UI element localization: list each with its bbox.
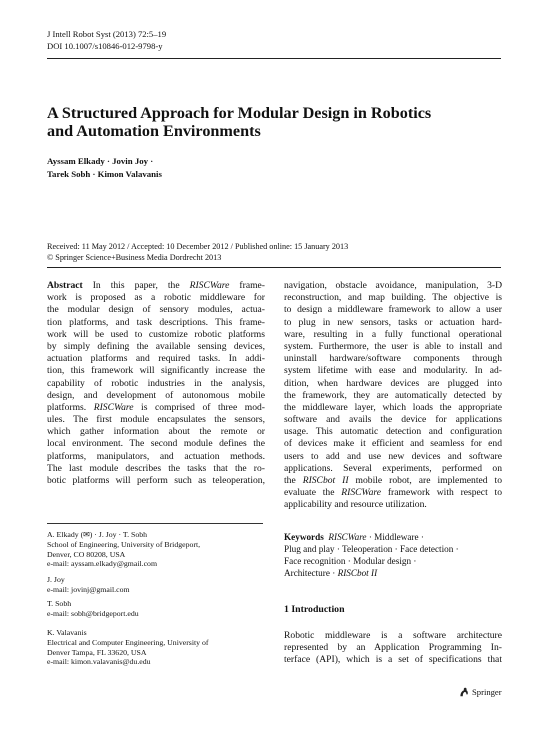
affiliation-block-4 [47, 628, 209, 667]
keyword: RISCWare [328, 532, 367, 542]
abstract-line: ware, resulting in a fully functional operational [284, 328, 502, 340]
software-name: RISCWare [93, 401, 134, 413]
abstract-line: to plug in new sensors, tasks or actuation hard- [284, 316, 502, 328]
keyword: RISCbot II [337, 568, 378, 578]
email-link[interactable]: e-mail: jovinj@gmail.com [47, 584, 130, 594]
abstract-line: botic platforms will perform such as teleoperation, [47, 475, 265, 486]
abstract-right-column [284, 280, 502, 512]
abstract-line: to design a middleware framework to allow a user [284, 304, 502, 316]
title-line: and Automation Environments [47, 122, 261, 140]
copyright-line: © Springer Science+Business Media Dordrecht 2013 [47, 252, 222, 262]
abstract-line: actuation platforms and required tasks. In addi- [47, 353, 265, 365]
abstract-line: The last module describes the tasks that the ro- [47, 462, 265, 474]
author-list [47, 155, 162, 181]
abstract-line: users to add and use new devices and software [284, 450, 502, 462]
introduction-text [284, 630, 502, 667]
abstract-heading: Abstract [47, 280, 83, 291]
abstract-line: design, and development of autonomous mobile [47, 389, 265, 401]
abstract-left-column [47, 280, 265, 487]
keywords-line [284, 567, 502, 579]
abstract-line: system lifetime with ease and modularity. In ad- [284, 365, 502, 377]
email-link[interactable]: e-mail: kimon.valavanis@du.edu [47, 657, 151, 667]
abstract-line: capability of robotic industries in the analysis, [47, 377, 265, 389]
title-line: A Structured Approach for Modular Design in Robotics [47, 104, 432, 122]
abstract-line: platforms, manipulators, and actuation methods. [47, 450, 265, 462]
journal-citation: J Intell Robot Syst (2013) 72:5–19 [47, 29, 167, 39]
affiliation-line: School of Engineering, University of Bridgeport, [47, 539, 201, 549]
abstract-line-text: In this paper, the RISCWare frame- [82, 280, 265, 291]
section-heading-introduction: 1 Introduction [284, 604, 345, 615]
abstract-line: which gather information about the remote or [47, 426, 265, 438]
keyword: Architecture · [284, 568, 338, 578]
header-rule [47, 58, 501, 59]
doi: DOI 10.1007/s10846-012-9798-y [47, 41, 163, 51]
abstract-line: navigation, obstacle avoidance, manipulation, 3-D [284, 280, 502, 291]
abstract-line: tion platforms, and task descriptions. This frame- [47, 316, 265, 328]
affiliation-line: T. Sobh [47, 599, 72, 608]
affiliation-line: Denver, CO 80208, USA [47, 549, 126, 559]
software-name: RISCbot II [302, 475, 349, 486]
abstract-line: ules. The first module encapsulates the sensors, [47, 414, 265, 426]
abstract-line: applications. Several experiments, performed on [284, 462, 502, 474]
abstract-line [47, 280, 265, 292]
paper-title [47, 104, 501, 140]
intro-line: represented by an Application Programming In- [284, 642, 502, 654]
keywords-heading: Keywords [284, 532, 324, 542]
affiliation-block-1 [47, 530, 200, 569]
abstract-line: uninstall hardware/software components through [284, 353, 502, 365]
abstract-line: work will be used to customize robotic platforms [47, 328, 265, 340]
abstract-line: platforms. RISCWare is comprised of three mod- [47, 401, 265, 413]
software-name: RISCWare [341, 487, 382, 499]
keyword: · Middleware · [366, 532, 424, 542]
abstract-line: the modular design of sensory modules, actua- [47, 304, 265, 316]
springer-horse-icon [458, 686, 470, 698]
footnote-rule [47, 523, 263, 524]
affiliation-line: A. Elkady (✉) · J. Joy · T. Sobh [47, 530, 148, 539]
publication-dates [47, 242, 348, 263]
affiliation-line: Electrical and Computer Engineering, University of [47, 637, 209, 647]
publisher-logo [458, 686, 502, 698]
affiliation-block-3 [47, 599, 139, 619]
abstract-line: the framework, they are automatically detected by [284, 389, 502, 401]
author-line: Ayssam Elkady · Jovin Joy · [47, 156, 154, 166]
abstract-line: system. Furthermore, the user is able to install and [284, 340, 502, 352]
author-line: Tarek Sobh · Kimon Valavanis [47, 169, 162, 179]
abstract-line: reconstruction, and map building. The objective is [284, 292, 502, 304]
email-link[interactable]: e-mail: sobh@bridgeport.edu [47, 608, 139, 618]
software-name: RISCWare [189, 280, 230, 291]
affiliation-block-2 [47, 575, 130, 595]
keywords-line [284, 531, 502, 543]
keywords-block [284, 531, 502, 579]
abstract-line: evaluate the RISCWare framework with respect to [284, 487, 502, 499]
dates-rule [47, 267, 501, 268]
dates-line: Received: 11 May 2012 / Accepted: 10 December 2012 / Published online: 15 January 2013 [47, 242, 349, 251]
abstract-line: dition, when hardware devices are plugged into [284, 377, 502, 389]
abstract-line: of devices make it efficient and seamless for end [284, 438, 502, 450]
abstract-line: by simply defining the available sensing devices, [47, 340, 265, 352]
abstract-line: local environment. The second module defines the [47, 438, 265, 450]
affiliation-line: K. Valavanis [47, 628, 87, 637]
intro-line: terface (API), which is a set of specifications that [284, 654, 502, 666]
abstract-line: the middleware layer, which loads the appropriate [284, 401, 502, 413]
abstract-line: the RISCbot II mobile robot, are implemented to [284, 475, 502, 486]
keywords-line: Plug and play · Teleoperation · Face detection · [284, 544, 459, 554]
keywords-line: Face recognition · Modular design · [284, 556, 417, 566]
email-link[interactable]: e-mail: ayssam.elkady@gmail.com [47, 559, 158, 569]
abstract-line: applicability and resource utilization. [284, 499, 427, 511]
publisher-name: Springer [472, 687, 502, 697]
abstract-line: usage. This automatic detection and configuration [284, 426, 502, 438]
intro-line: Robotic middleware is a software architecture [284, 630, 502, 641]
abstract-line: tion, this framework will significantly increase the [47, 365, 265, 377]
affiliation-line: J. Joy [47, 575, 65, 584]
abstract-line: work is proposed as a robotic middleware for [47, 292, 265, 304]
abstract-line: software and avails the device for applications [284, 414, 502, 426]
affiliation-line: Denver Tampa, FL 33620, USA [47, 647, 147, 657]
